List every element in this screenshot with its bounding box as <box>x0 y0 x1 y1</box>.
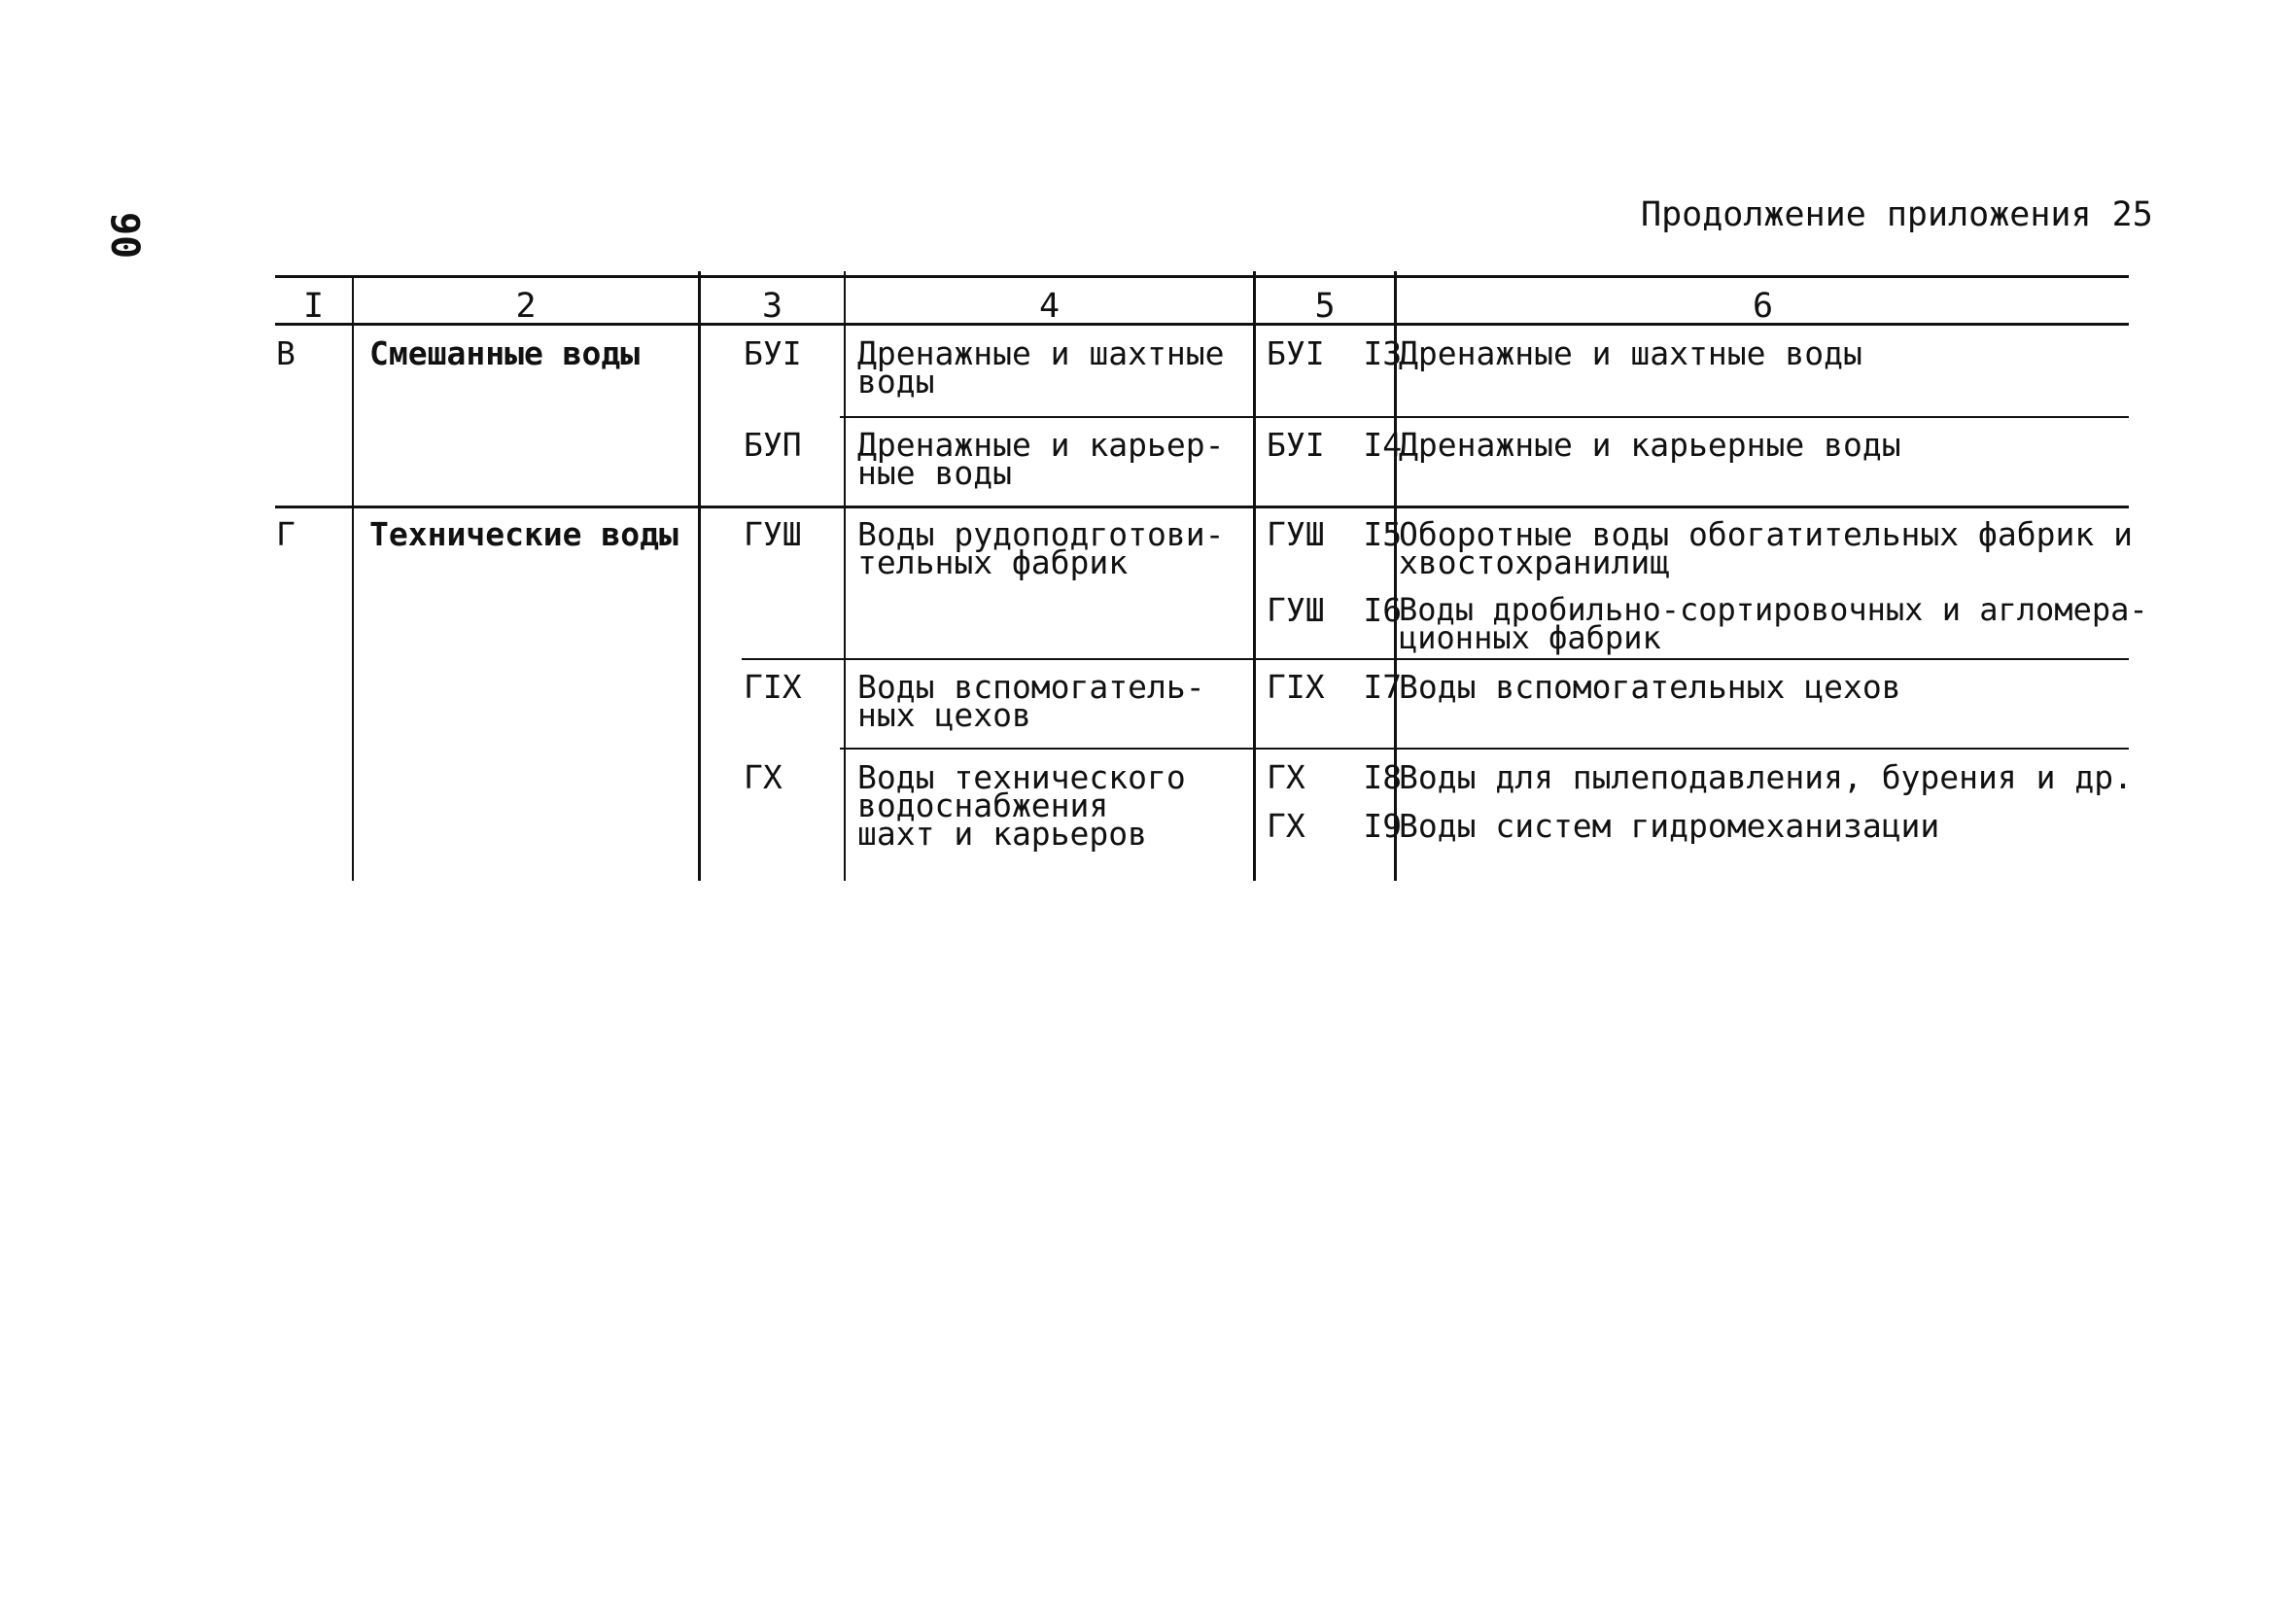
column-divider <box>844 271 846 881</box>
column-header: 5 <box>1314 287 1336 326</box>
column-divider <box>352 275 354 881</box>
item-description: Дренажные и шахтные воды <box>1399 334 1862 372</box>
subgroup-description: Воды вспомогатель- ных цехов <box>857 668 1205 734</box>
column-header: 6 <box>1752 287 1774 326</box>
group-code: В <box>276 334 296 372</box>
item-description: Воды для пылеподавления, бурения и др. <box>1399 758 2133 796</box>
subgroup-code: БУI <box>744 334 802 372</box>
item-description: Воды систем гидромеханизации <box>1399 807 1940 845</box>
column-header: I <box>302 287 325 326</box>
subgroup-description: Воды рудоподготови- тельных фабрик <box>857 515 1225 581</box>
column-divider <box>1253 271 1256 881</box>
item-code: ГIХ I7 <box>1267 668 1403 706</box>
subgroup-code: ГУШ <box>744 515 802 553</box>
table-top-rule <box>275 275 2129 278</box>
page-number: 90 <box>102 212 147 260</box>
item-code: БУI I3 <box>1267 334 1403 372</box>
item-description: Дренажные и карьерные воды <box>1399 426 1901 464</box>
group-name: Технические воды <box>369 515 678 553</box>
item-code: ГУШ I5 <box>1267 515 1403 553</box>
group-rule <box>275 506 2129 508</box>
item-code: ГХ I8 <box>1267 758 1403 796</box>
item-description: Воды дробильно-сортировочных и агломера- ционных фабрик <box>1399 591 2148 656</box>
subgroup-description: Дренажные и шахтные воды <box>857 334 1225 401</box>
subgroup-code: БУП <box>744 426 802 464</box>
column-header: 4 <box>1038 287 1061 326</box>
row-rule <box>742 658 2129 660</box>
item-code: ГУШ I6 <box>1267 591 1403 629</box>
continuation-title: Продолжение приложения 25 <box>1641 195 2153 234</box>
item-code: БУI I4 <box>1267 426 1403 464</box>
column-header: 3 <box>761 287 783 326</box>
subgroup-code: ГХ <box>744 758 783 796</box>
row-rule <box>840 416 2129 418</box>
subgroup-description: Воды технического водоснабжения шахт и карьеров <box>857 758 1186 853</box>
subgroup-description: Дренажные и карьер- ные воды <box>857 426 1225 492</box>
group-name: Смешанные воды <box>369 334 641 372</box>
group-code: Г <box>276 515 296 553</box>
column-divider <box>698 271 701 881</box>
column-header: 2 <box>515 287 537 326</box>
item-code: ГХ I9 <box>1267 807 1403 845</box>
subgroup-code: ГIХ <box>744 668 802 706</box>
item-description: Воды вспомогательных цехов <box>1399 668 1901 706</box>
item-description: Оборотные воды обогатительных фабрик и хвостохранилищ <box>1399 515 2133 581</box>
row-rule <box>840 748 2129 750</box>
